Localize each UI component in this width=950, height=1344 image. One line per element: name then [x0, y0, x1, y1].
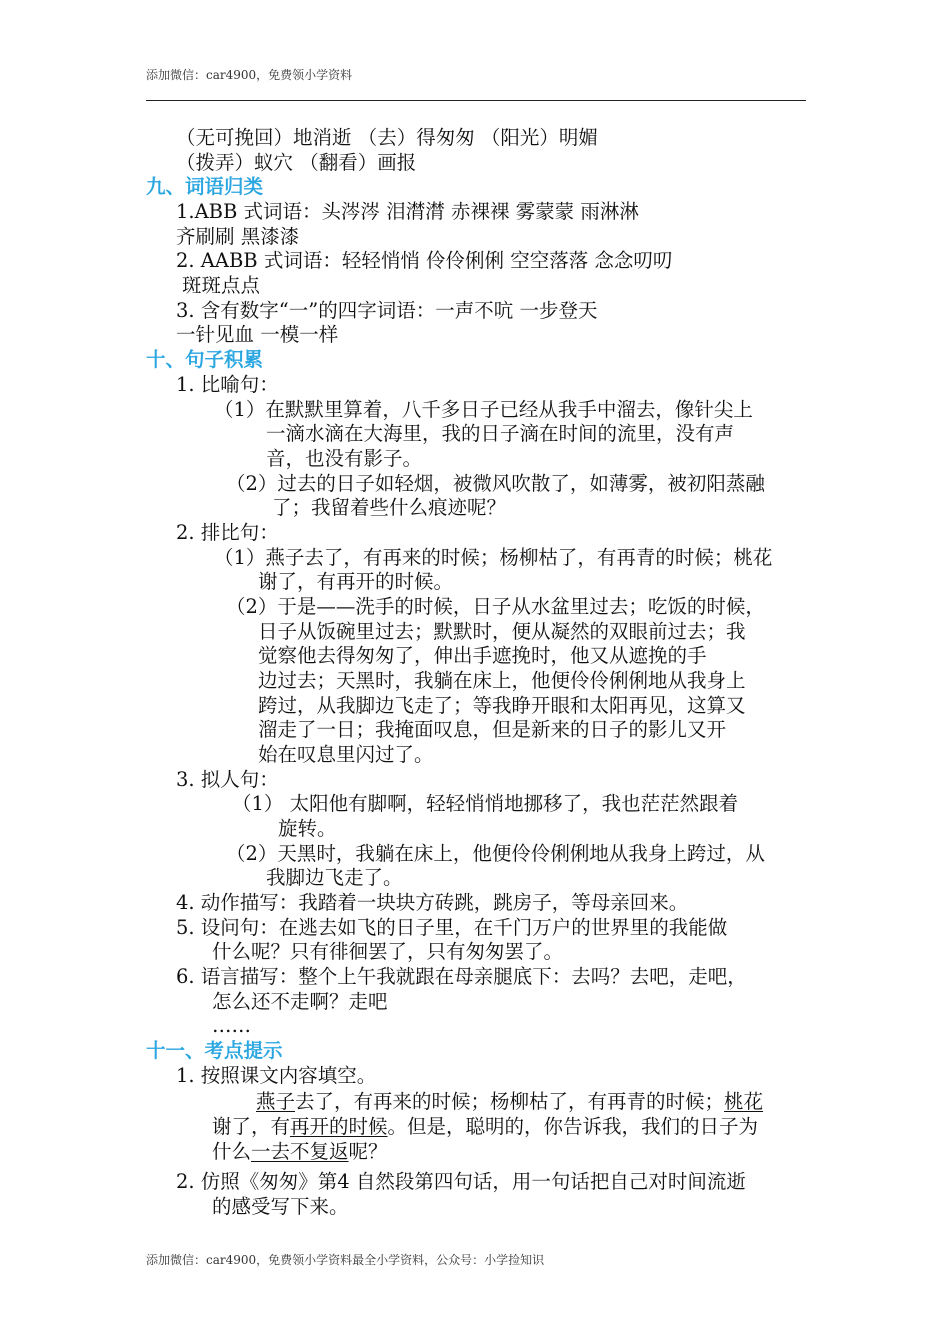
text-span: 呢？ [348, 1140, 388, 1163]
text-line: 音，也没有影子。 [266, 447, 423, 470]
text-line: （1）在默默里算着，八千多日子已经从我手中溜去，像针尖上 [214, 398, 753, 421]
fill-blank-line [212, 1139, 388, 1164]
fill-blank-line [212, 1114, 758, 1139]
text-line: （1） 太阳他有脚啊，轻轻悄悄地挪移了，我也茫茫然跟着 [232, 792, 739, 815]
text-line: 怎么还不走啊？走吧 [212, 990, 388, 1013]
text-line: 跨过，从我脚边飞走了；等我睁开眼和太阳再见，这算又 [258, 694, 746, 717]
page-footer: 添加微信：car4900，免费领小学资料最全小学资料，公众号：小学捡知识 [146, 1253, 545, 1267]
page-header: 添加微信：car4900，免费领小学资料 [146, 68, 353, 82]
text-line: （2）于是——洗手的时候，日子从水盆里过去；吃饭的时候， [226, 595, 765, 618]
text-line: 觉察他去得匆匆了，伸出手遮挽时，他又从遮挽的手 [258, 644, 707, 667]
text-line: …… [212, 1014, 251, 1037]
text-line: 始在叹息里闪过了。 [258, 743, 434, 766]
text-line: 2. 仿照《匆匆》第4 自然段第四句话，用一句话把自己对时间流逝 [176, 1170, 746, 1193]
text-line: 什么呢？只有徘徊罢了，只有匆匆罢了。 [212, 940, 564, 963]
text-line: 边过去；天黑时，我躺在床上，他便伶伶俐俐地从我身上 [258, 669, 746, 692]
text-line: （2）过去的日子如轻烟，被微风吹散了，如薄雾，被初阳蒸融 [226, 472, 765, 495]
text-line: （无可挽回）地消逝 （去）得匆匆 （阳光）明媚 [176, 126, 598, 149]
text-line: 1. 比喻句： [176, 373, 279, 396]
section-heading-10: 十、句子积累 [146, 348, 264, 371]
text-line: 溜走了一日；我掩面叹息，但是新来的日子的影儿又开 [258, 718, 727, 741]
answer-blank: 一去不复返 [251, 1140, 349, 1163]
answer-blank: 桃花 [724, 1090, 764, 1113]
text-line: 我脚边飞走了。 [266, 866, 403, 889]
text-line: 齐刷刷 黑漆漆 [176, 225, 300, 248]
text-span: 。但是，聪明的，你告诉我，我们的日子为 [387, 1115, 759, 1138]
section-heading-9: 九、词语归类 [146, 175, 264, 198]
text-line: 3. 拟人句： [176, 768, 279, 791]
text-line: 日子从饭碗里过去；默默时，便从凝然的双眼前过去；我 [258, 620, 746, 643]
text-line: 1. 按照课文内容填空。 [176, 1064, 377, 1087]
text-line: （拨弄）蚁穴 （翻看）画报 [176, 151, 417, 174]
text-line: （2）天黑时，我躺在床上，他便伶伶俐俐地从我身上跨过，从 [226, 842, 765, 865]
text-line: 2. 排比句： [176, 521, 279, 544]
text-line: 5. 设问句：在逃去如飞的日子里，在千门万户的世界里的我能做 [176, 916, 728, 939]
text-line: 一针见血 一模一样 [176, 323, 339, 346]
text-line: 3. 含有数字“一”的四字词语：一声不吭 一步登天 [176, 299, 598, 322]
text-line: 斑斑点点 [182, 274, 261, 297]
text-span: 谢了，有 [212, 1115, 291, 1138]
text-line: 谢了，有再开的时候。 [258, 570, 454, 593]
fill-blank-line [256, 1089, 763, 1114]
text-line: 4. 动作描写：我踏着一块块方砖跳，跳房子，等母亲回来。 [176, 891, 689, 914]
answer-blank: 燕子 [256, 1090, 296, 1113]
text-line: （1）燕子去了，有再来的时候；杨柳枯了，有再青的时候；桃花 [214, 546, 773, 569]
text-line: 了；我留着些什么痕迹呢？ [272, 496, 507, 519]
text-line: 6. 语言描写：整个上午我就跟在母亲腿底下：去吗？去吧，走吧， [176, 965, 747, 988]
answer-blank: 再开的时候 [290, 1115, 388, 1138]
text-line: 的感受写下来。 [212, 1195, 349, 1218]
header-divider [146, 100, 806, 101]
text-line: 一滴水滴在大海里，我的日子滴在时间的流里，没有声 [266, 422, 735, 445]
text-span: 什么 [212, 1140, 252, 1163]
section-heading-11: 十一、考点提示 [146, 1039, 283, 1062]
text-line: 旋转。 [278, 817, 337, 840]
text-line: 2. AABB 式词语：轻轻悄悄 伶伶俐俐 空空落落 念念叨叨 [176, 249, 673, 272]
text-span: 去了，有再来的时候；杨柳枯了，有再青的时候； [295, 1090, 725, 1113]
text-line: 1.ABB 式词语：头涔涔 泪潸潸 赤裸裸 雾蒙蒙 雨淋淋 [176, 200, 639, 223]
